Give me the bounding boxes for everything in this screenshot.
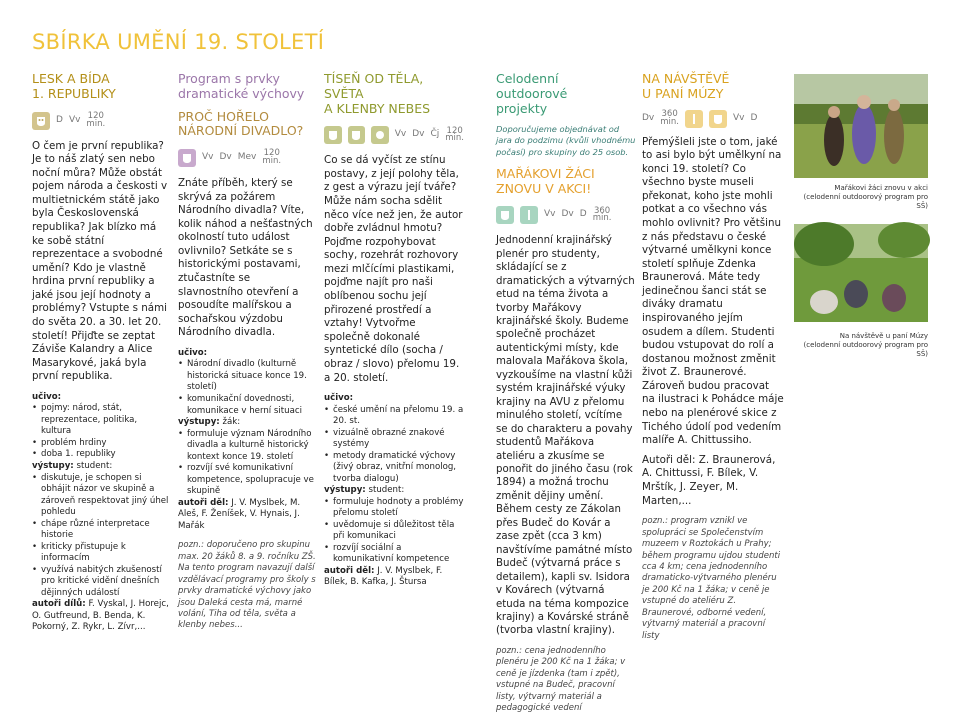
subject-tag: D <box>579 209 587 220</box>
autori: J. V. Myslbek, M. Aleš, F. Ženíšek, V. Hynais, J. Mařák <box>178 497 301 531</box>
autori: F. Vyskal, J. Horejc, O. Gutfreund, B. Benda, K. Pokorný, Z. Rykr, L. Zívr,... <box>32 599 169 633</box>
mask-icon <box>32 112 50 130</box>
list-item: • pojmy: národ, stát, reprezentace, politika, kultura <box>32 403 170 438</box>
column-outdoor <box>496 72 636 715</box>
mask-icon <box>324 126 342 144</box>
list-item: • rozvíjí sociální a komunikativní kompetence <box>324 543 464 566</box>
column-proc-horelo <box>178 72 316 632</box>
list-item: • problém hrdiny <box>32 438 170 450</box>
list-item: • chápe různé interpretace historie <box>32 519 170 542</box>
col1-icons <box>32 110 170 132</box>
column-lesk-a-bida <box>32 72 170 634</box>
subject-tag: Dv <box>219 152 232 163</box>
col3-title: TÍSEŇ OD TĚLA, SVĚTA A KLENBY NEBES <box>324 71 431 116</box>
col4-subtitle: MAŘÁKOVI ŽÁCI ZNOVU V AKCI! <box>496 165 595 196</box>
col2-title: Program s prvky dramatické výchovy <box>178 71 305 101</box>
autori-label: autoři dílů: <box>32 599 86 610</box>
col5-title: NA NÁVŠTĚVĚ U PANÍ MÚZY <box>642 71 730 101</box>
vystupy-lead: žák: <box>222 417 241 428</box>
list-item: • metody dramatické výchovy (živý obraz, vnitřní monolog, tvorba dialogu) <box>324 451 464 486</box>
col1-title: LESK A BÍDA 1. REPUBLIKY <box>32 71 116 101</box>
photo-muse-visit <box>794 224 928 322</box>
list-item: • kriticky přistupuje k informacím <box>32 542 170 565</box>
col5-note: pozn.: program vznikl ve spolupráci se Společenstvím muzeem v Roztokách u Prahy; během programu ujdou studenti cca 4 km; cena jednodenního dramaticko-výtvarného plenéru je 200 Kč na 1 žáka; v ceně je vstupné do ateliéru Z. Braunerové, odborné vedení, výtvarný materiál a pracovní listy <box>642 516 781 641</box>
duration: 360 min. <box>592 205 612 224</box>
subject-tag: Vv <box>394 129 407 140</box>
brush-icon <box>520 206 538 224</box>
ucivo-label: učivo: <box>324 393 354 404</box>
list-item: • vizuálně obrazné znakové systémy <box>324 428 464 451</box>
subject-tag: Vv <box>544 209 556 220</box>
ucivo-label: učivo: <box>178 347 208 358</box>
column-muza <box>642 72 784 642</box>
photo-caption: Na návštěvě u paní Múzy (celodenní outdoorový program pro SŠ) <box>803 332 928 358</box>
duration: 120 min. <box>262 148 282 166</box>
col4-title: Celodenní outdoorové projekty <box>496 71 568 116</box>
list-item: • Národní divadlo (kulturně historická situace konce 19. století) <box>178 359 316 394</box>
subject-tag: Dv <box>412 129 425 140</box>
subject-tag: Dv <box>561 209 574 220</box>
list-item: • diskutuje, je schopen si obhájit názor ve skupině a zároveň respektovat jiný úhel pohledu <box>32 473 170 519</box>
ucivo-label: učivo: <box>32 391 62 402</box>
photo-caption: Mařákovi žáci znovu v akci (celodenní outdoorový program pro SŠ) <box>803 184 928 210</box>
subject-tag: Čj <box>430 129 440 140</box>
col5-icons <box>642 110 784 128</box>
autori-label: autoři děl: <box>178 497 229 508</box>
col4-icons <box>496 204 636 226</box>
subject-tag: Vv <box>68 114 81 125</box>
col4-note: pozn.: cena jednodenního plenéru je 200 Kč na 1 žáka; v ceně je jízdenka (tam i zpět), vstupné na Budeč, pracovní listy, výtvarný materiál a pedagogické vedení <box>496 645 626 714</box>
subject-tag: Vv <box>202 152 214 163</box>
col2-icons <box>178 147 316 169</box>
autori: Z. Braunerová, A. Chittussi, F. Bílek, V. Mrštík, J. Zeyer, M. Marten,... <box>642 453 776 507</box>
subject-tag: Mev <box>237 152 257 163</box>
mask-icon <box>348 126 366 144</box>
list-item: • formuluje význam Národního divadla a kulturně historický kontext konce 19. století <box>178 429 316 464</box>
vystupy-lead: student: <box>368 485 405 496</box>
photo-students-outdoor <box>794 74 928 178</box>
list-item: • formuluje hodnoty a problémy přelomu století <box>324 497 464 520</box>
page-title: SBÍRKA UMĚNÍ 19. STOLETÍ <box>32 30 325 54</box>
col1-body: O čem je první republika? Je to náš zlatý sen nebo noční můra? Může obstát pojem národa a českosti v multietnickém státě jako byla Československá republika? Jak blízko má ke sobě státní reprezentace a svobodné umění? Kdo je vlastně hrdina první republiky a jaké jsou její hodnoty a problémy? Vstupte s námi do světa 20. a 30. let 20. století! Přijďte se zeptat Záviše Kalandry a Alice Masarykové, jaká byla první republika. <box>32 139 168 383</box>
vystupy-label: výstupy: <box>178 417 220 428</box>
list-item: • české umění na přelomu 19. a 20. st. <box>324 405 464 428</box>
col3-icons <box>324 124 464 146</box>
duration: 120 min. <box>445 125 465 144</box>
list-item: • využívá nabitých zkušeností pro kritické vidění dnešních dějinných událostí <box>32 565 170 600</box>
duration: 120 min. <box>86 110 106 129</box>
vystupy-lead: student: <box>76 461 113 471</box>
list-item: • doba 1. republiky <box>32 449 170 461</box>
column-tisen <box>324 72 464 589</box>
list-item: • komunikační dovednosti, komunikace v herní situaci <box>178 394 316 417</box>
brush-icon <box>685 110 703 128</box>
subject-tag: D <box>56 114 63 125</box>
vystupy-label: výstupy: <box>324 485 366 496</box>
subject-tag: Dv <box>642 112 655 123</box>
vystupy-label: výstupy: <box>32 461 74 471</box>
mask-icon <box>178 149 196 167</box>
col3-body: Co se dá vyčíst ze stínu postavy, z její polohy těla, z gest a výrazu její tváře? Může nám socha sdělit něco více než jen, že autor dobře zvládnul hmotu? Pojďme rozpohybovat sochy, rozehrát rozhovory mezi mlčícími plastikami, pojďme najít pro naši oblíbenou sochu její přirozené prostředí a vztahy! Vytvořme společně dokonalé syntetické dílo (socha / obraz / slovo) přelomu 19. a 20. století. <box>324 154 463 384</box>
film-icon <box>371 126 389 144</box>
mask-icon <box>709 110 727 128</box>
autori: J. V. Myslbek, F. Bílek, B. Kafka, J. Štursa <box>324 565 443 588</box>
list-item: • uvědomuje si důležitost těla při komunikaci <box>324 520 464 543</box>
col2-subtitle: PROČ HOŘELO NÁRODNÍ DIVADLO? <box>178 108 304 139</box>
duration: 360 min. <box>660 108 679 127</box>
col2-body: Znáte příběh, který se skrývá za požárem Národního divadla? Víte, kolik náhod a nešťastných okolností tuto událost ovlivnilo? Setkáte se s historickými postavami, ztučastníte se slavnostního otevření a posoudíte malířskou a sochařskou výzdobu Národního divadla. <box>178 177 313 339</box>
subject-tag: Vv <box>733 112 745 123</box>
subject-tag: D <box>750 112 758 123</box>
mask-icon <box>496 206 514 224</box>
col5-body: Přemýšleli jste o tom, jaké to asi bylo být umělkyní na konci 19. století? Co všechno byste museli překonat, koho jste mohli potkat a co všechno vás mohlo ovlivnit? Pro většinu z nás představu o české výtvarné umělkyni konce století splňuje Zdenka Braunerová. Máte tedy jedinečnou šanci stát se diváky dramatu inspirovaného jejím osudem a dílem. Studenti budou vstupovat do rolí a dostanou možnost změnit život Z. Braunerové. Zároveň budou pracovat na ilustraci k Pohádce máje nebo na plenérové skice z Tichého údolí pod vedením malíře A. Chittussiho. <box>642 135 784 447</box>
col4-body: Jednodenní krajinářský plenér pro studenty, skládající se z dramatických a výtvarných etud na téma života a tvorby Mařákovy krajinářské školy. Budeme společně procházet autentickými místy, kde malovala Mařákova škola, vyzkoušíme na vlastní kůži systém krajinářské výuky krajiny na AVU z přelomu minulého století, vcítíme se do charakteru a povahy studentů Mařákova ateliéru a zkusíme se ponořit do jiného času (rok 1894) a možná trochu změnit dějiny umění. Během cesty ze Zákolan přes Budeč do Kovár a zase zpět (cca 3 km) navštívíme památné místo Budeč (výtvarná práce s detailem), kapli sv. Isidora v Kovárech (výtvarná etuda na téma kompozice krajiny) a Kovárské stráně (tvorba vlastní krajiny). <box>496 235 635 637</box>
col2-note: pozn.: doporučeno pro skupinu max. 20 žáků 8. a 9. ročníku ZŠ. Na tento program navazují další vzdělávací programy pro školy s prvky dramatické výchovy jako jsou Daleká cesta má, marné volání, Tiha od těla, světa a klenby nebes... <box>178 540 316 631</box>
col4-hint: Doporučujeme objednávat od jara do podzimu (kvůli vhodnému počasí) pro skupiny do 25 osob. <box>496 124 636 157</box>
autori-label: Autoři děl: <box>642 453 696 466</box>
list-item: • rozvíjí své komunikativní kompetence, spolupracuje ve skupině <box>178 463 316 498</box>
autori-label: autoři děl: <box>324 565 375 576</box>
